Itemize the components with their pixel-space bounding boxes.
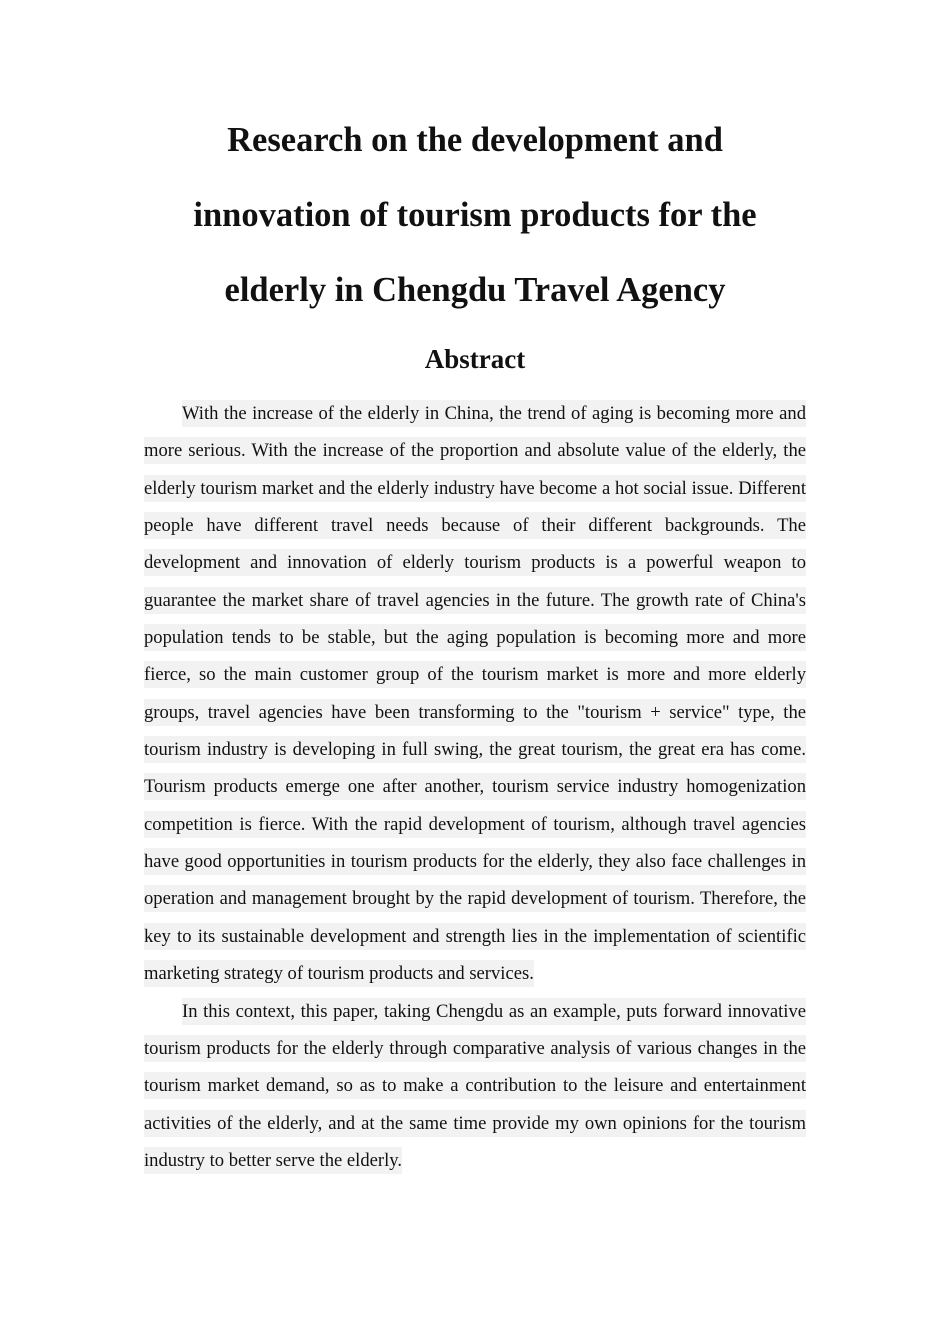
document-title: Research on the development and innovation of tourism products for the elderly in Chengdu Travel Agency [193,121,757,309]
abstract-heading: Abstract [424,344,526,374]
abstract-paragraph-1-text: With the increase of the elderly in China, the trend of aging is becoming more and more serious. With the increase of the proportion and absolute value of the elderly, the elderly tourism market and the elderly industry have become a hot social issue. Different people have different travel needs because of their different backgrounds. The development and innovation of elderly tourism products is a powerful weapon to guarantee the market share of travel agencies in the future. The growth rate of China's population tends to be stable, but the aging population is becoming more and more fierce, so the main customer group of the tourism market is more and more elderly groups, travel agencies have been transforming to the "tourism + service" type, the tourism industry is developing in full swing, the great tourism, the great era has come. Tourism products emerge one after another, tourism service industry homogenization competition is fierce. With the rapid development of tourism, although travel agencies have good opportunities in tourism products for the elderly, they also face challenges in operation and management brought by the rapid development of tourism. Therefore, the key to its sustainable development and strength lies in the implementation of scientific marketing strategy of tourism products and services. [144,400,806,987]
abstract-body [144,395,806,1179]
abstract-paragraph-1 [144,395,806,993]
abstract-paragraph-2-text: In this context, this paper, taking Chengdu as an example, puts forward innovative tourism products for the elderly through comparative analysis of various changes in the tourism market demand, so as to make a contribution to the leisure and entertainment activities of the elderly, and at the same time provide my own opinions for the tourism industry to better serve the elderly. [144,998,806,1174]
abstract-paragraph-2 [144,993,806,1180]
